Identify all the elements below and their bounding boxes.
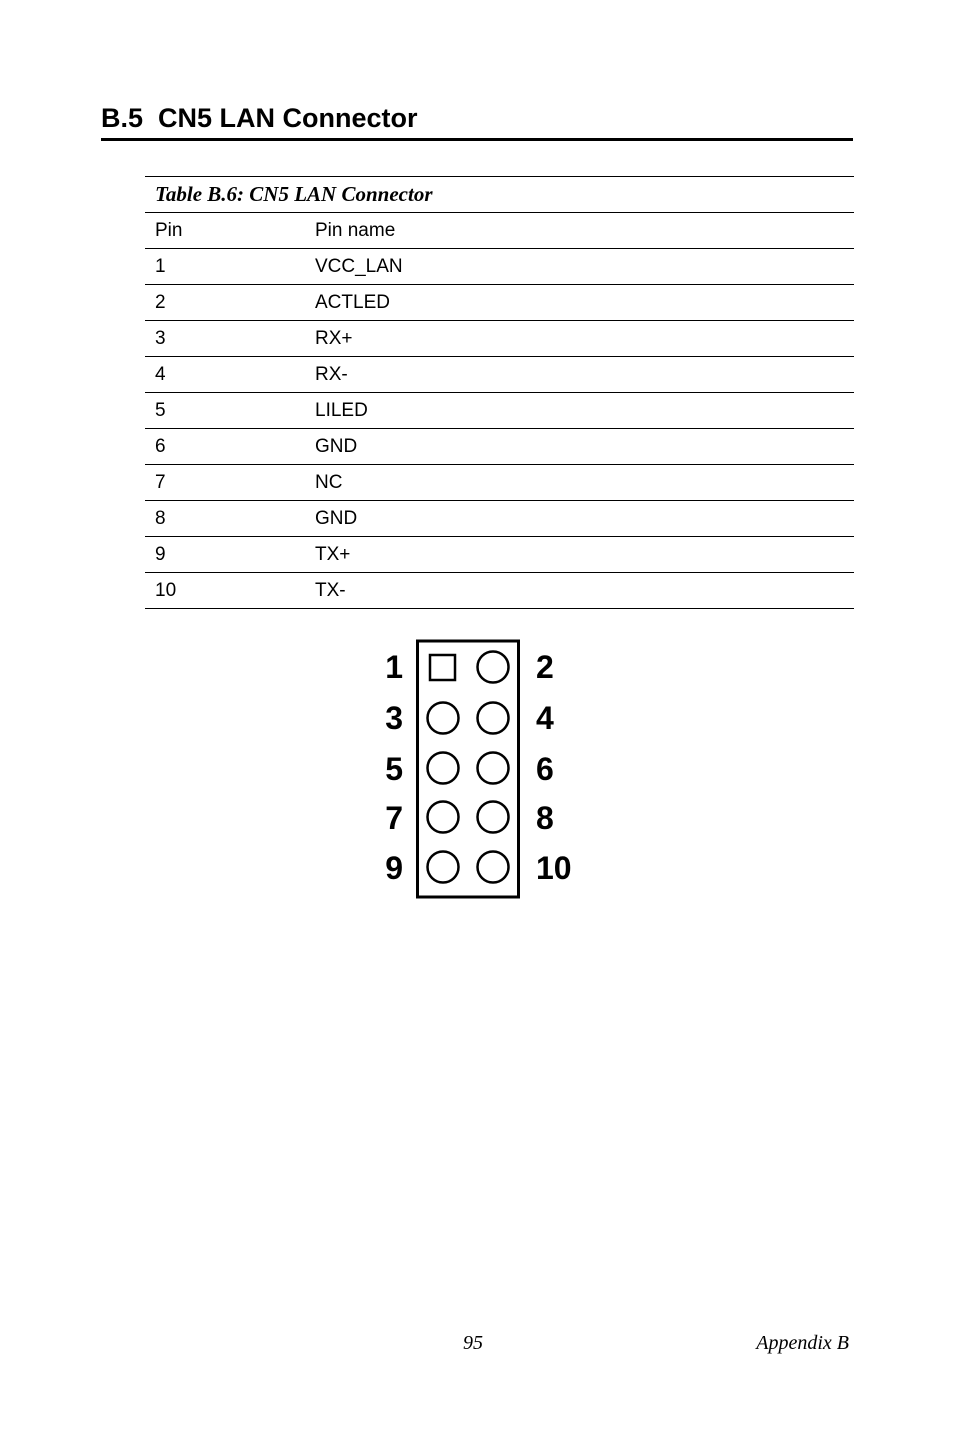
pin-name-cell: VCC_LAN (305, 249, 854, 285)
pin-label-right: 6 (536, 751, 554, 787)
pin-table (145, 176, 854, 609)
pin-label-left: 7 (385, 800, 403, 836)
pin-label-left: 1 (385, 649, 403, 685)
pin-name-cell: RX- (305, 357, 854, 393)
pin-9-circle (428, 852, 459, 883)
pin-name-cell: TX- (305, 573, 854, 609)
pin-name-cell: RX+ (305, 321, 854, 357)
pin-name-cell: GND (305, 501, 854, 537)
pin-cell: 6 (145, 429, 305, 465)
section-heading: CN5 LAN Connector (158, 103, 418, 133)
header-pin-name: Pin name (305, 213, 854, 249)
pin-label-right: 2 (536, 649, 554, 685)
table-caption-row (145, 177, 854, 213)
pin-6-circle (478, 753, 509, 784)
section-title (101, 100, 418, 136)
pin-name-cell: NC (305, 465, 854, 501)
pin-1-square (430, 655, 455, 680)
pin-label-right: 10 (536, 850, 572, 886)
table-caption: Table B.6: CN5 LAN Connector (145, 177, 854, 213)
pin-label-right: 4 (536, 700, 554, 736)
pin-name-cell: GND (305, 429, 854, 465)
table-row (145, 537, 854, 573)
pin-5-circle (428, 753, 459, 784)
pin-3-circle (428, 703, 459, 734)
pin-label-left: 9 (385, 850, 403, 886)
pin-cell: 5 (145, 393, 305, 429)
table-row (145, 465, 854, 501)
table-row (145, 321, 854, 357)
table-row (145, 249, 854, 285)
pin-cell: 3 (145, 321, 305, 357)
table-header-row (145, 213, 854, 249)
pin-cell: 7 (145, 465, 305, 501)
pin-name-cell: ACTLED (305, 285, 854, 321)
pin-cell: 9 (145, 537, 305, 573)
table-row (145, 285, 854, 321)
table-row (145, 357, 854, 393)
footer-section-name: Appendix B (756, 1332, 849, 1354)
pin-4-circle (478, 703, 509, 734)
pin-cell: 4 (145, 357, 305, 393)
pin-label-left: 5 (385, 751, 403, 787)
pin-cell: 1 (145, 249, 305, 285)
table-row (145, 393, 854, 429)
pin-8-circle (478, 802, 509, 833)
page-number: 95 (463, 1332, 483, 1354)
pin-cell: 2 (145, 285, 305, 321)
pin-cell: 8 (145, 501, 305, 537)
pin-7-circle (428, 802, 459, 833)
pin-label-right: 8 (536, 800, 554, 836)
connector-diagram (370, 636, 590, 906)
pin-label-left: 3 (385, 700, 403, 736)
pin-10-circle (478, 852, 509, 883)
header-pin: Pin (145, 213, 305, 249)
pin-name-cell: TX+ (305, 537, 854, 573)
table-row (145, 429, 854, 465)
pin-2-circle (478, 652, 509, 683)
pin-name-cell: LILED (305, 393, 854, 429)
table-row (145, 573, 854, 609)
title-rule (101, 138, 853, 141)
pin-cell: 10 (145, 573, 305, 609)
section-number: B.5 (101, 103, 144, 133)
table-row (145, 501, 854, 537)
